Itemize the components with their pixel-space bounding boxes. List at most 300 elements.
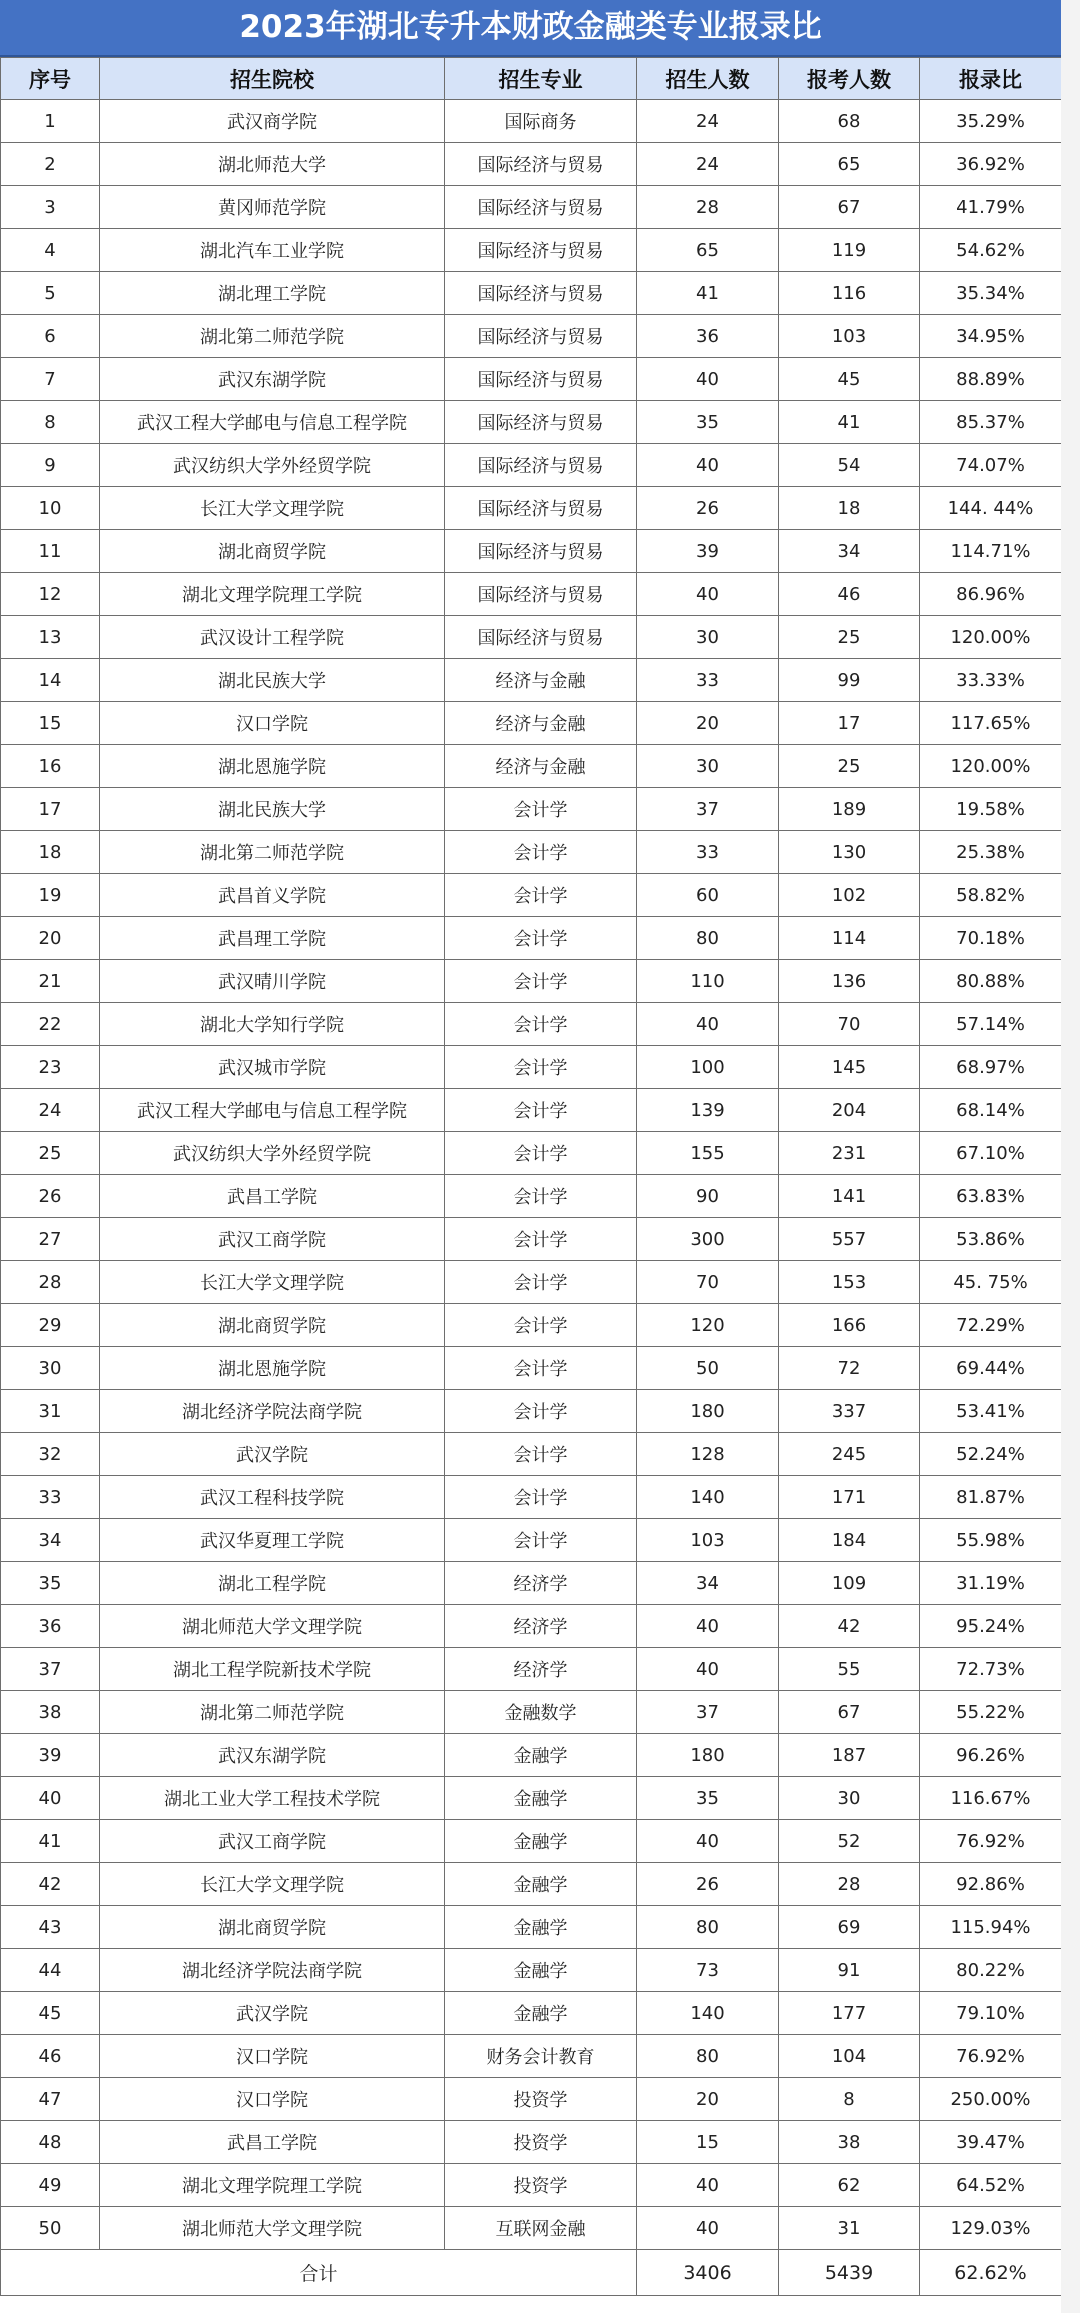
table-row: [1, 1992, 1062, 2035]
cell-index: 28: [1, 1261, 100, 1304]
cell-ratio: 72.29%: [920, 1304, 1062, 1347]
cell-school: 武汉工商学院: [100, 1218, 445, 1261]
table-row: [1, 702, 1062, 745]
cell-major: 会计学: [445, 1519, 637, 1562]
cell-enrollment: 37: [637, 788, 779, 831]
cell-major: 会计学: [445, 788, 637, 831]
table-row: [1, 788, 1062, 831]
header-ratio: 报录比: [920, 58, 1062, 100]
table-row: [1, 487, 1062, 530]
cell-applicants: 557: [779, 1218, 920, 1261]
cell-school: 湖北文理学院理工学院: [100, 573, 445, 616]
cell-index: 39: [1, 1734, 100, 1777]
cell-ratio: 41.79%: [920, 186, 1062, 229]
table-row: [1, 315, 1062, 358]
cell-school: 武汉学院: [100, 1992, 445, 2035]
cell-ratio: 114.71%: [920, 530, 1062, 573]
cell-major: 会计学: [445, 1218, 637, 1261]
table-row: [1, 1304, 1062, 1347]
cell-school: 武汉东湖学院: [100, 358, 445, 401]
cell-major: 国际商务: [445, 100, 637, 143]
cell-major: 国际经济与贸易: [445, 487, 637, 530]
cell-ratio: 45. 75%: [920, 1261, 1062, 1304]
table-row: [1, 960, 1062, 1003]
cell-applicants: 67: [779, 1691, 920, 1734]
cell-index: 49: [1, 2164, 100, 2207]
cell-major: 投资学: [445, 2164, 637, 2207]
cell-major: 国际经济与贸易: [445, 573, 637, 616]
cell-applicants: 141: [779, 1175, 920, 1218]
cell-school: 武汉工商学院: [100, 1820, 445, 1863]
cell-ratio: 144. 44%: [920, 487, 1062, 530]
cell-school: 武汉东湖学院: [100, 1734, 445, 1777]
table-row: [1, 1175, 1062, 1218]
cell-enrollment: 103: [637, 1519, 779, 1562]
cell-applicants: 204: [779, 1089, 920, 1132]
cell-ratio: 72.73%: [920, 1648, 1062, 1691]
table-row: [1, 143, 1062, 186]
cell-school: 湖北经济学院法商学院: [100, 1390, 445, 1433]
cell-school: 武汉纺织大学外经贸学院: [100, 1132, 445, 1175]
cell-ratio: 35.29%: [920, 100, 1062, 143]
cell-enrollment: 20: [637, 2078, 779, 2121]
cell-major: 经济与金融: [445, 659, 637, 702]
cell-applicants: 17: [779, 702, 920, 745]
cell-ratio: 63.83%: [920, 1175, 1062, 1218]
cell-ratio: 85.37%: [920, 401, 1062, 444]
cell-enrollment: 180: [637, 1734, 779, 1777]
cell-applicants: 119: [779, 229, 920, 272]
cell-index: 46: [1, 2035, 100, 2078]
table-row: [1, 1562, 1062, 1605]
cell-index: 24: [1, 1089, 100, 1132]
cell-ratio: 58.82%: [920, 874, 1062, 917]
cell-enrollment: 40: [637, 358, 779, 401]
cell-applicants: 231: [779, 1132, 920, 1175]
cell-school: 武汉设计工程学院: [100, 616, 445, 659]
cell-school: 武汉工程大学邮电与信息工程学院: [100, 401, 445, 444]
cell-applicants: 25: [779, 745, 920, 788]
cell-enrollment: 35: [637, 1777, 779, 1820]
cell-enrollment: 40: [637, 444, 779, 487]
cell-enrollment: 140: [637, 1992, 779, 2035]
cell-index: 18: [1, 831, 100, 874]
cell-ratio: 120.00%: [920, 745, 1062, 788]
cell-applicants: 42: [779, 1605, 920, 1648]
cell-school: 湖北师范大学文理学院: [100, 1605, 445, 1648]
cell-enrollment: 139: [637, 1089, 779, 1132]
cell-applicants: 38: [779, 2121, 920, 2164]
cell-applicants: 41: [779, 401, 920, 444]
cell-ratio: 116.67%: [920, 1777, 1062, 1820]
table-row: [1, 401, 1062, 444]
cell-school: 武昌理工学院: [100, 917, 445, 960]
cell-school: 湖北汽车工业学院: [100, 229, 445, 272]
cell-major: 会计学: [445, 960, 637, 1003]
cell-ratio: 34.95%: [920, 315, 1062, 358]
cell-applicants: 72: [779, 1347, 920, 1390]
cell-school: 武昌工学院: [100, 1175, 445, 1218]
cell-major: 金融学: [445, 1949, 637, 1992]
cell-enrollment: 33: [637, 659, 779, 702]
cell-index: 22: [1, 1003, 100, 1046]
cell-major: 会计学: [445, 1304, 637, 1347]
header-index: 序号: [1, 58, 100, 100]
total-ratio: 62.62%: [920, 2250, 1062, 2296]
cell-school: 长江大学文理学院: [100, 1863, 445, 1906]
cell-ratio: 55.22%: [920, 1691, 1062, 1734]
cell-school: 武汉城市学院: [100, 1046, 445, 1089]
cell-enrollment: 65: [637, 229, 779, 272]
cell-index: 10: [1, 487, 100, 530]
cell-school: 汉口学院: [100, 2035, 445, 2078]
cell-enrollment: 180: [637, 1390, 779, 1433]
cell-school: 湖北大学知行学院: [100, 1003, 445, 1046]
cell-index: 21: [1, 960, 100, 1003]
cell-applicants: 109: [779, 1562, 920, 1605]
cell-major: 会计学: [445, 831, 637, 874]
cell-index: 3: [1, 186, 100, 229]
cell-school: 长江大学文理学院: [100, 1261, 445, 1304]
cell-ratio: 115.94%: [920, 1906, 1062, 1949]
table-row: [1, 444, 1062, 487]
cell-major: 投资学: [445, 2121, 637, 2164]
cell-ratio: 68.14%: [920, 1089, 1062, 1132]
table-row: [1, 1648, 1062, 1691]
cell-major: 经济学: [445, 1562, 637, 1605]
cell-enrollment: 40: [637, 2164, 779, 2207]
cell-index: 15: [1, 702, 100, 745]
cell-school: 汉口学院: [100, 702, 445, 745]
cell-major: 经济学: [445, 1605, 637, 1648]
cell-school: 武汉华夏理工学院: [100, 1519, 445, 1562]
cell-applicants: 187: [779, 1734, 920, 1777]
cell-applicants: 99: [779, 659, 920, 702]
cell-ratio: 74.07%: [920, 444, 1062, 487]
cell-enrollment: 120: [637, 1304, 779, 1347]
table-row: [1, 1433, 1062, 1476]
cell-major: 会计学: [445, 1175, 637, 1218]
cell-ratio: 19.58%: [920, 788, 1062, 831]
table-row: [1, 1691, 1062, 1734]
cell-applicants: 145: [779, 1046, 920, 1089]
cell-index: 20: [1, 917, 100, 960]
cell-applicants: 8: [779, 2078, 920, 2121]
cell-enrollment: 39: [637, 530, 779, 573]
cell-ratio: 81.87%: [920, 1476, 1062, 1519]
cell-enrollment: 80: [637, 917, 779, 960]
cell-enrollment: 40: [637, 1003, 779, 1046]
cell-applicants: 30: [779, 1777, 920, 1820]
cell-applicants: 245: [779, 1433, 920, 1476]
cell-ratio: 68.97%: [920, 1046, 1062, 1089]
cell-enrollment: 300: [637, 1218, 779, 1261]
cell-index: 42: [1, 1863, 100, 1906]
cell-enrollment: 41: [637, 272, 779, 315]
cell-index: 48: [1, 2121, 100, 2164]
cell-school: 汉口学院: [100, 2078, 445, 2121]
cell-major: 国际经济与贸易: [445, 186, 637, 229]
cell-school: 湖北师范大学文理学院: [100, 2207, 445, 2250]
cell-major: 国际经济与贸易: [445, 229, 637, 272]
cell-major: 会计学: [445, 874, 637, 917]
cell-applicants: 337: [779, 1390, 920, 1433]
cell-school: 长江大学文理学院: [100, 487, 445, 530]
table-row: [1, 2035, 1062, 2078]
cell-major: 国际经济与贸易: [445, 358, 637, 401]
cell-major: 会计学: [445, 1089, 637, 1132]
cell-applicants: 52: [779, 1820, 920, 1863]
table-row: [1, 1089, 1062, 1132]
cell-applicants: 31: [779, 2207, 920, 2250]
cell-school: 武汉学院: [100, 1433, 445, 1476]
cell-index: 38: [1, 1691, 100, 1734]
cell-ratio: 52.24%: [920, 1433, 1062, 1476]
cell-ratio: 129.03%: [920, 2207, 1062, 2250]
table-row: [1, 573, 1062, 616]
table-row: [1, 530, 1062, 573]
cell-ratio: 53.86%: [920, 1218, 1062, 1261]
cell-ratio: 57.14%: [920, 1003, 1062, 1046]
cell-index: 2: [1, 143, 100, 186]
cell-index: 17: [1, 788, 100, 831]
cell-ratio: 55.98%: [920, 1519, 1062, 1562]
cell-ratio: 33.33%: [920, 659, 1062, 702]
cell-major: 金融学: [445, 1992, 637, 2035]
ratio-table: [0, 57, 1062, 2296]
cell-index: 47: [1, 2078, 100, 2121]
cell-school: 湖北工程学院: [100, 1562, 445, 1605]
cell-ratio: 250.00%: [920, 2078, 1062, 2121]
cell-enrollment: 128: [637, 1433, 779, 1476]
cell-index: 40: [1, 1777, 100, 1820]
cell-applicants: 68: [779, 100, 920, 143]
cell-applicants: 70: [779, 1003, 920, 1046]
cell-ratio: 117.65%: [920, 702, 1062, 745]
cell-school: 湖北经济学院法商学院: [100, 1949, 445, 1992]
cell-school: 湖北第二师范学院: [100, 1691, 445, 1734]
table-row: [1, 616, 1062, 659]
cell-applicants: 91: [779, 1949, 920, 1992]
cell-school: 湖北民族大学: [100, 659, 445, 702]
cell-index: 1: [1, 100, 100, 143]
table-row: [1, 1519, 1062, 1562]
cell-index: 16: [1, 745, 100, 788]
cell-applicants: 67: [779, 186, 920, 229]
table-row: [1, 1476, 1062, 1519]
cell-school: 黄冈师范学院: [100, 186, 445, 229]
cell-ratio: 95.24%: [920, 1605, 1062, 1648]
cell-index: 6: [1, 315, 100, 358]
cell-enrollment: 80: [637, 1906, 779, 1949]
cell-ratio: 39.47%: [920, 2121, 1062, 2164]
table-row: [1, 1734, 1062, 1777]
cell-school: 武昌工学院: [100, 2121, 445, 2164]
cell-ratio: 31.19%: [920, 1562, 1062, 1605]
cell-applicants: 34: [779, 530, 920, 573]
cell-major: 会计学: [445, 1347, 637, 1390]
cell-index: 36: [1, 1605, 100, 1648]
table-row: [1, 1777, 1062, 1820]
cell-school: 湖北商贸学院: [100, 530, 445, 573]
cell-applicants: 116: [779, 272, 920, 315]
cell-applicants: 65: [779, 143, 920, 186]
cell-ratio: 86.96%: [920, 573, 1062, 616]
cell-index: 45: [1, 1992, 100, 2035]
cell-major: 会计学: [445, 1390, 637, 1433]
cell-enrollment: 35: [637, 401, 779, 444]
cell-school: 武汉纺织大学外经贸学院: [100, 444, 445, 487]
cell-ratio: 36.92%: [920, 143, 1062, 186]
cell-major: 互联网金融: [445, 2207, 637, 2250]
cell-index: 30: [1, 1347, 100, 1390]
cell-index: 25: [1, 1132, 100, 1175]
cell-applicants: 171: [779, 1476, 920, 1519]
cell-school: 湖北第二师范学院: [100, 831, 445, 874]
cell-applicants: 18: [779, 487, 920, 530]
cell-index: 26: [1, 1175, 100, 1218]
table-row: [1, 272, 1062, 315]
cell-school: 武汉商学院: [100, 100, 445, 143]
table-row: [1, 2121, 1062, 2164]
cell-applicants: 102: [779, 874, 920, 917]
table-title: 2023年湖北专升本财政金融类专业报录比: [0, 0, 1061, 57]
cell-ratio: 92.86%: [920, 1863, 1062, 1906]
cell-applicants: 184: [779, 1519, 920, 1562]
cell-ratio: 35.34%: [920, 272, 1062, 315]
cell-index: 35: [1, 1562, 100, 1605]
cell-applicants: 54: [779, 444, 920, 487]
cell-enrollment: 30: [637, 745, 779, 788]
cell-major: 金融数学: [445, 1691, 637, 1734]
cell-ratio: 96.26%: [920, 1734, 1062, 1777]
cell-applicants: 114: [779, 917, 920, 960]
cell-index: 8: [1, 401, 100, 444]
header-row: [1, 58, 1062, 100]
cell-enrollment: 155: [637, 1132, 779, 1175]
cell-applicants: 189: [779, 788, 920, 831]
cell-enrollment: 24: [637, 100, 779, 143]
cell-ratio: 64.52%: [920, 2164, 1062, 2207]
table-row: [1, 1820, 1062, 1863]
cell-applicants: 153: [779, 1261, 920, 1304]
cell-major: 国际经济与贸易: [445, 401, 637, 444]
table-row: [1, 1218, 1062, 1261]
cell-school: 湖北工程学院新技术学院: [100, 1648, 445, 1691]
cell-index: 33: [1, 1476, 100, 1519]
cell-ratio: 76.92%: [920, 1820, 1062, 1863]
table-row: [1, 100, 1062, 143]
cell-enrollment: 40: [637, 2207, 779, 2250]
cell-enrollment: 30: [637, 616, 779, 659]
cell-school: 武汉晴川学院: [100, 960, 445, 1003]
cell-major: 国际经济与贸易: [445, 315, 637, 358]
cell-index: 43: [1, 1906, 100, 1949]
cell-school: 湖北文理学院理工学院: [100, 2164, 445, 2207]
cell-applicants: 55: [779, 1648, 920, 1691]
cell-index: 34: [1, 1519, 100, 1562]
cell-school: 武昌首义学院: [100, 874, 445, 917]
cell-ratio: 80.88%: [920, 960, 1062, 1003]
cell-major: 金融学: [445, 1906, 637, 1949]
table-row: [1, 831, 1062, 874]
cell-applicants: 103: [779, 315, 920, 358]
cell-major: 金融学: [445, 1734, 637, 1777]
cell-enrollment: 26: [637, 1863, 779, 1906]
cell-enrollment: 90: [637, 1175, 779, 1218]
cell-enrollment: 20: [637, 702, 779, 745]
cell-enrollment: 24: [637, 143, 779, 186]
table-row: [1, 2207, 1062, 2250]
cell-school: 武汉工程科技学院: [100, 1476, 445, 1519]
table-row: [1, 1949, 1062, 1992]
table-row: [1, 1906, 1062, 1949]
cell-enrollment: 36: [637, 315, 779, 358]
cell-school: 湖北恩施学院: [100, 1347, 445, 1390]
cell-enrollment: 34: [637, 1562, 779, 1605]
cell-index: 29: [1, 1304, 100, 1347]
cell-school: 湖北师范大学: [100, 143, 445, 186]
cell-enrollment: 40: [637, 1605, 779, 1648]
cell-ratio: 80.22%: [920, 1949, 1062, 1992]
cell-major: 国际经济与贸易: [445, 143, 637, 186]
cell-index: 9: [1, 444, 100, 487]
cell-enrollment: 50: [637, 1347, 779, 1390]
cell-major: 金融学: [445, 1863, 637, 1906]
cell-major: 国际经济与贸易: [445, 530, 637, 573]
cell-index: 13: [1, 616, 100, 659]
cell-ratio: 54.62%: [920, 229, 1062, 272]
table-row: [1, 745, 1062, 788]
cell-enrollment: 100: [637, 1046, 779, 1089]
table-row: [1, 1132, 1062, 1175]
table-row: [1, 2164, 1062, 2207]
cell-enrollment: 40: [637, 573, 779, 616]
sheet-margin: [1061, 0, 1080, 2313]
cell-ratio: 120.00%: [920, 616, 1062, 659]
cell-major: 经济与金融: [445, 702, 637, 745]
cell-enrollment: 28: [637, 186, 779, 229]
table-row: [1, 1003, 1062, 1046]
cell-applicants: 136: [779, 960, 920, 1003]
cell-index: 4: [1, 229, 100, 272]
table-row: [1, 1261, 1062, 1304]
cell-ratio: 79.10%: [920, 1992, 1062, 2035]
cell-enrollment: 110: [637, 960, 779, 1003]
cell-applicants: 69: [779, 1906, 920, 1949]
cell-enrollment: 40: [637, 1648, 779, 1691]
cell-school: 湖北第二师范学院: [100, 315, 445, 358]
header-enrollment: 招生人数: [637, 58, 779, 100]
cell-enrollment: 40: [637, 1820, 779, 1863]
cell-applicants: 28: [779, 1863, 920, 1906]
cell-ratio: 69.44%: [920, 1347, 1062, 1390]
table-row: [1, 1863, 1062, 1906]
table-row: [1, 1605, 1062, 1648]
cell-enrollment: 15: [637, 2121, 779, 2164]
header-major: 招生专业: [445, 58, 637, 100]
cell-index: 23: [1, 1046, 100, 1089]
cell-applicants: 25: [779, 616, 920, 659]
cell-ratio: 25.38%: [920, 831, 1062, 874]
table-row: [1, 1390, 1062, 1433]
total-enrollment: 3406: [637, 2250, 779, 2296]
cell-applicants: 45: [779, 358, 920, 401]
cell-major: 国际经济与贸易: [445, 616, 637, 659]
cell-index: 5: [1, 272, 100, 315]
cell-index: 37: [1, 1648, 100, 1691]
table-body: [1, 100, 1062, 2250]
